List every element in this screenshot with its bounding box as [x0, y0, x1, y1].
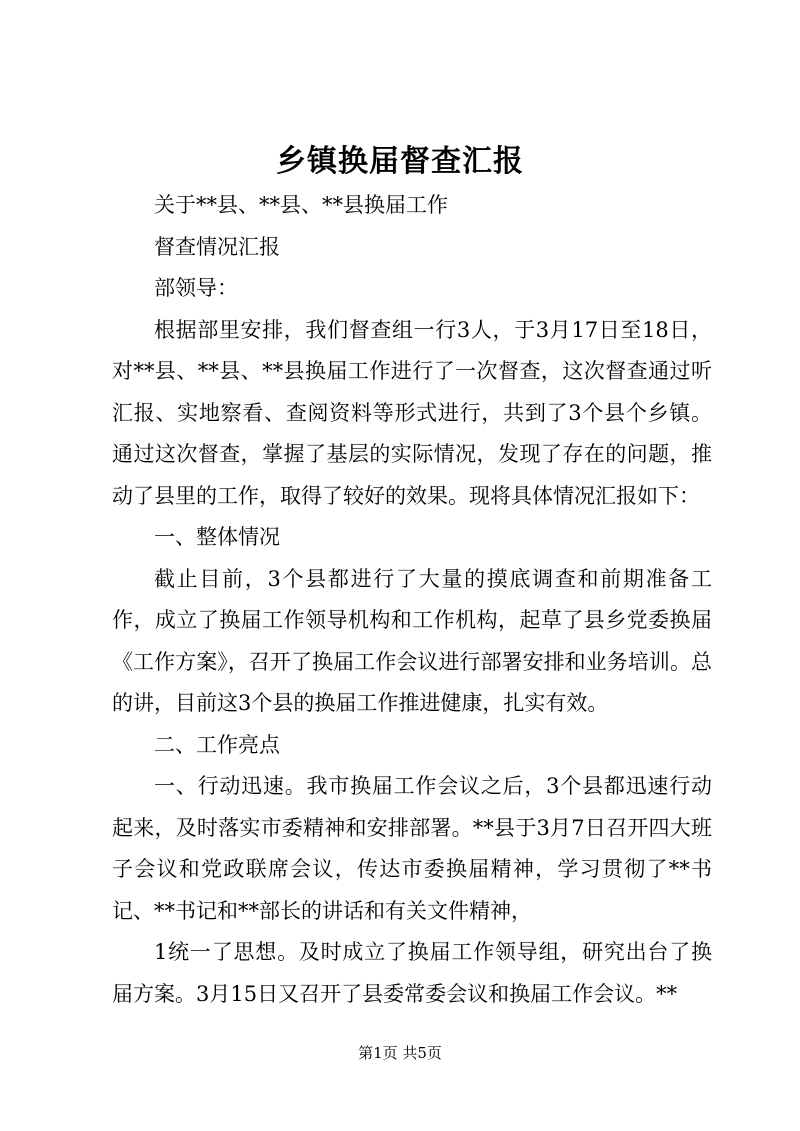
subject-line-2: 督查情况汇报	[154, 234, 280, 259]
highlight-paragraph-2: 1统一了思想。及时成立了换届工作领导组，研究出台了换届方案。3月15日又召开了县委常委会议和换届工作会议。**	[112, 940, 712, 1006]
document-title: 乡镇换届督查汇报	[276, 144, 524, 179]
overall-paragraph: 截止目前，3个县都进行了大量的摸底调查和前期准备工作，成立了换届工作领导机构和工作机构，起草了县乡党委换届《工作方案》，召开了换届工作会议进行部署安排和业务培训。总的讲，目前这3个县的换届工作推进健康，扎实有效。	[112, 566, 712, 715]
intro-paragraph: 根据部里安排，我们督查组一行3人，于3月17日至18日，对**县、**县、**县换届工作进行了一次督查，这次督查通过听汇报、实地察看、查阅资料等形式进行，共到了3个县个乡镇。通过这次督查，掌握了基层的实际情况，发现了存在的问题，推动了县里的工作，取得了较好的效果。现将具体情况汇报如下：	[112, 317, 712, 508]
page-footer: 第1页 共5页	[358, 1044, 442, 1062]
subject-line-1: 关于**县、**县、**县换届工作	[154, 193, 448, 217]
document-body	[112, 185, 712, 1015]
highlight-paragraph-1: 一、行动迅速。我市换届工作会议之后，3个县都迅速行动起来，及时落实市委精神和安排部署。**县于3月7日召开四大班子会议和党政联席会议，传达市委换届精神，学习贯彻了**书记、**书记和**部长的讲话和有关文件精神，	[112, 774, 712, 923]
salutation: 部领导：	[154, 276, 238, 300]
section-heading-2: 二、工作亮点	[154, 732, 280, 757]
section-heading-1: 一、整体情况	[154, 525, 280, 549]
